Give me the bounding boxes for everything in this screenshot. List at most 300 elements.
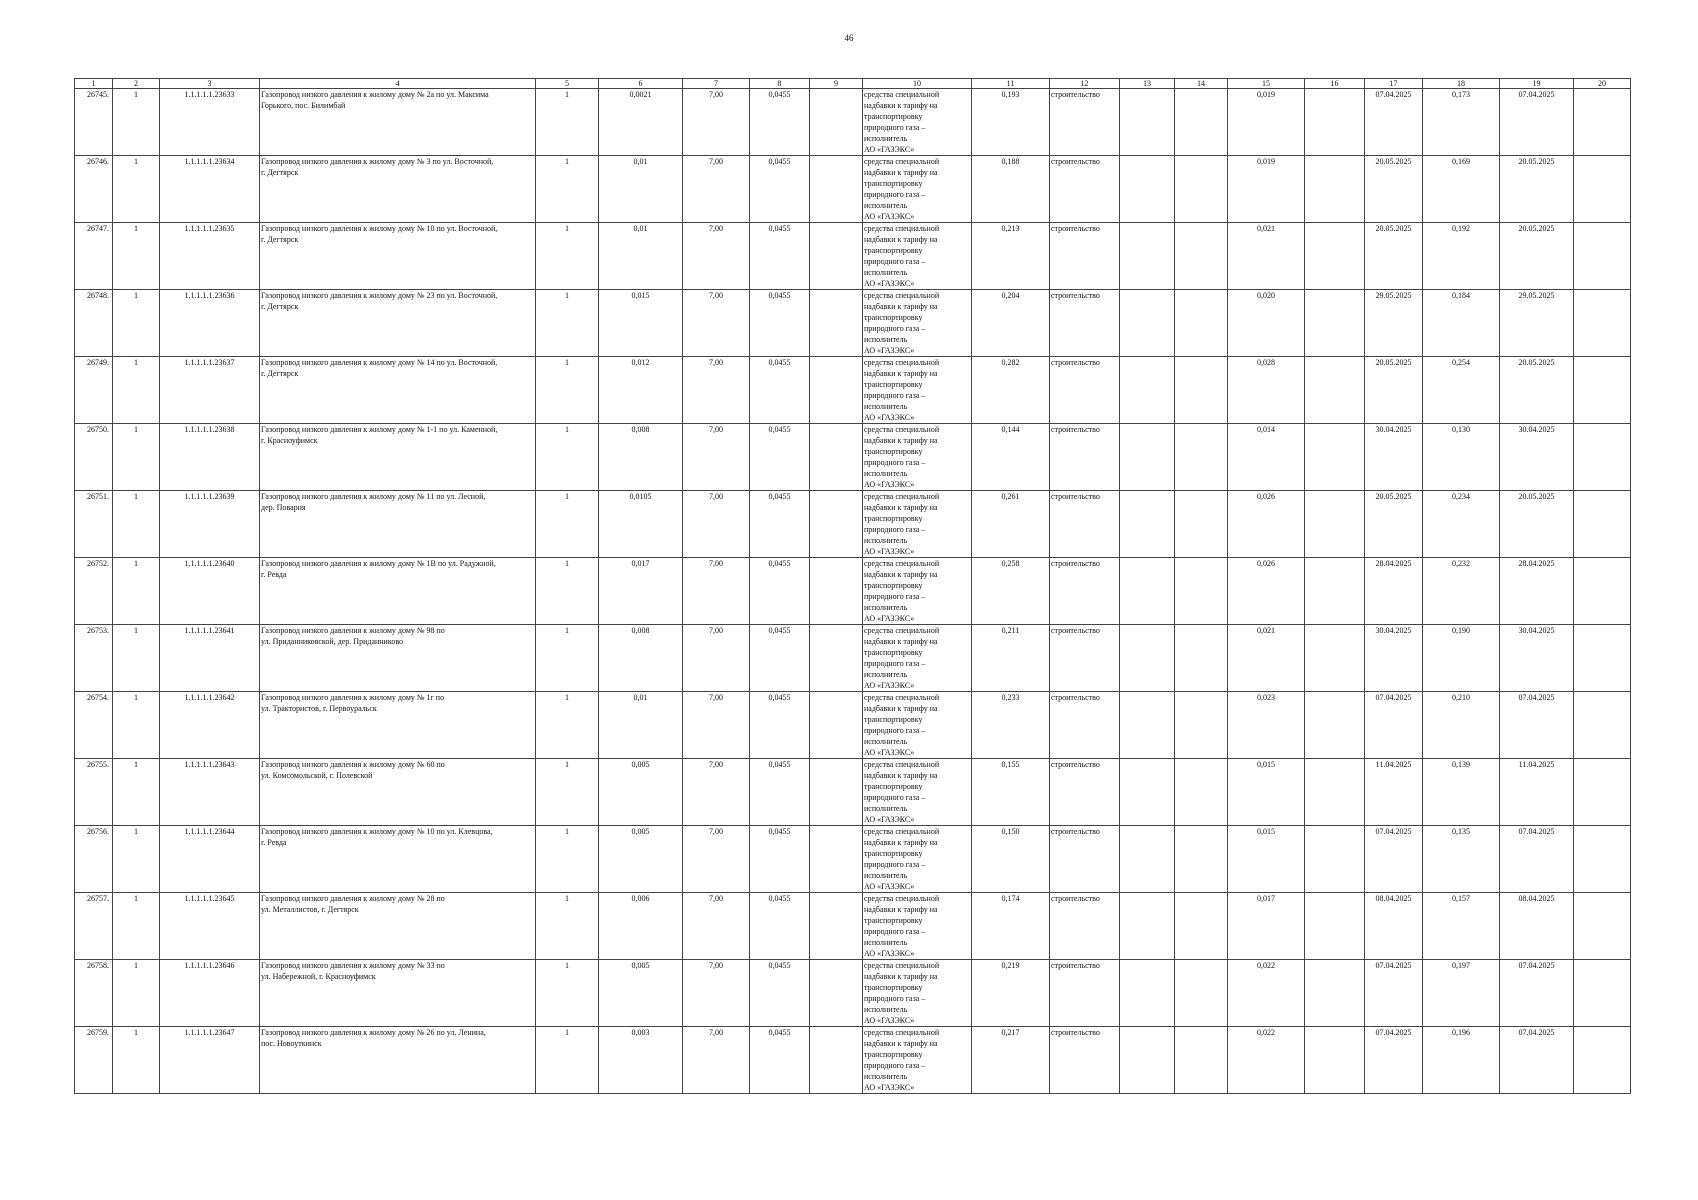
- row-number: 26745.: [75, 89, 113, 156]
- col-18-value: 0,192: [1423, 223, 1500, 290]
- length: 0,005: [599, 960, 683, 1027]
- object-code: 1.1.1.1.1.23644: [160, 826, 260, 893]
- col-13: [1120, 290, 1175, 357]
- page-number: 46: [844, 33, 854, 43]
- funding-source-line: АО «ГАЗЭКС»: [864, 212, 915, 221]
- object-code: 1.1.1.1.1.23635: [160, 223, 260, 290]
- length: 0,008: [599, 625, 683, 692]
- object-name-line: Газопровод низкого давления к жилому дому № 98 по: [261, 626, 445, 635]
- funding-source-line: природного газа –: [864, 1061, 926, 1070]
- col-16: [1305, 491, 1365, 558]
- end-date: 07.04.2025: [1500, 89, 1574, 156]
- length: 0,01: [599, 223, 683, 290]
- object-name-line: Газопровод низкого давления к жилому дому № 23 по ул. Восточной,: [261, 291, 498, 300]
- funding-source-line: транспортировку: [864, 715, 923, 724]
- funding-source-line: средства специальной: [864, 827, 940, 836]
- start-date: 30.04.2025: [1365, 424, 1423, 491]
- col-13: [1120, 491, 1175, 558]
- funding-source-line: АО «ГАЗЭКС»: [864, 145, 915, 154]
- table-row: [75, 156, 1631, 223]
- object-code: 1.1.1.1.1.23636: [160, 290, 260, 357]
- funding-source: [863, 692, 972, 759]
- start-date: 20.05.2025: [1365, 223, 1423, 290]
- funding-source-line: исполнитель: [864, 469, 908, 478]
- funding-source-line: природного газа –: [864, 525, 926, 534]
- table-row: [75, 290, 1631, 357]
- funding-source-line: природного газа –: [864, 324, 926, 333]
- col-15-value: 0,019: [1228, 156, 1305, 223]
- cost: 0,282: [972, 357, 1050, 424]
- col-16: [1305, 89, 1365, 156]
- end-date: 28.04.2025: [1500, 558, 1574, 625]
- funding-source-line: транспортировку: [864, 246, 923, 255]
- col-20: [1574, 960, 1631, 1027]
- col-13: [1120, 89, 1175, 156]
- diameter: 0,0455: [750, 692, 810, 759]
- end-date: 29.05.2025: [1500, 290, 1574, 357]
- pressure: 7,00: [683, 893, 750, 960]
- work-type: строительство: [1050, 759, 1120, 826]
- diameter: 0,0455: [750, 1027, 810, 1094]
- col-15-value: 0,017: [1228, 893, 1305, 960]
- end-date: 20.05.2025: [1500, 357, 1574, 424]
- funding-source-line: АО «ГАЗЭКС»: [864, 547, 915, 556]
- col-9: [810, 1027, 863, 1094]
- col-14: [1175, 625, 1228, 692]
- diameter: 0,0455: [750, 89, 810, 156]
- funding-source-line: природного газа –: [864, 257, 926, 266]
- table-row: [75, 625, 1631, 692]
- col-14: [1175, 692, 1228, 759]
- end-date: 11.04.2025: [1500, 759, 1574, 826]
- col-13: [1120, 1027, 1175, 1094]
- funding-source-line: исполнитель: [864, 1072, 908, 1081]
- table-row: [75, 1027, 1631, 1094]
- col-16: [1305, 1027, 1365, 1094]
- col-14: [1175, 826, 1228, 893]
- length: 0,003: [599, 1027, 683, 1094]
- diameter: 0,0455: [750, 558, 810, 625]
- funding-source-line: АО «ГАЗЭКС»: [864, 681, 915, 690]
- column-header-5: 5: [536, 79, 599, 89]
- row-number: 26752.: [75, 558, 113, 625]
- start-date: 07.04.2025: [1365, 960, 1423, 1027]
- col-20: [1574, 89, 1631, 156]
- funding-source-line: надбавки к тарифу на: [864, 436, 938, 445]
- col-13: [1120, 759, 1175, 826]
- table-row: [75, 491, 1631, 558]
- object-name-line: ул. Комсомольской, г. Полевской: [261, 771, 373, 780]
- col-14: [1175, 1027, 1228, 1094]
- col-18-value: 0,254: [1423, 357, 1500, 424]
- funding-source: [863, 558, 972, 625]
- quantity-col-5: 1: [536, 223, 599, 290]
- column-header-8: 8: [750, 79, 810, 89]
- object-name-line: г. Ревда: [261, 570, 287, 579]
- row-number: 26749.: [75, 357, 113, 424]
- funding-source: [863, 893, 972, 960]
- funding-source-line: надбавки к тарифу на: [864, 235, 938, 244]
- diameter: 0,0455: [750, 826, 810, 893]
- object-name-line: Газопровод низкого давления к жилому дому № 28 по: [261, 894, 445, 903]
- col-13: [1120, 692, 1175, 759]
- col-9: [810, 491, 863, 558]
- object-name: [260, 893, 536, 960]
- object-name-line: ул. Набережной, г. Красноуфимск: [261, 972, 376, 981]
- col-9: [810, 960, 863, 1027]
- pressure: 7,00: [683, 290, 750, 357]
- row-number: 26758.: [75, 960, 113, 1027]
- column-header-10: 10: [863, 79, 972, 89]
- funding-source-line: надбавки к тарифу на: [864, 101, 938, 110]
- funding-source-line: исполнитель: [864, 134, 908, 143]
- funding-source: [863, 759, 972, 826]
- col-14: [1175, 290, 1228, 357]
- funding-source: [863, 156, 972, 223]
- funding-source-line: транспортировку: [864, 313, 923, 322]
- col-9: [810, 893, 863, 960]
- table-row: [75, 223, 1631, 290]
- quantity-col-5: 1: [536, 424, 599, 491]
- diameter: 0,0455: [750, 960, 810, 1027]
- work-type: строительство: [1050, 625, 1120, 692]
- col-20: [1574, 893, 1631, 960]
- funding-source-line: природного газа –: [864, 458, 926, 467]
- funding-source-line: надбавки к тарифу на: [864, 369, 938, 378]
- funding-source-line: природного газа –: [864, 726, 926, 735]
- table-row: [75, 826, 1631, 893]
- object-name: [260, 89, 536, 156]
- quantity-col-5: 1: [536, 1027, 599, 1094]
- row-number: 26747.: [75, 223, 113, 290]
- pressure: 7,00: [683, 759, 750, 826]
- col-14: [1175, 89, 1228, 156]
- col-13: [1120, 826, 1175, 893]
- end-date: 08.04.2025: [1500, 893, 1574, 960]
- table-row: [75, 558, 1631, 625]
- column-header-11: 11: [972, 79, 1050, 89]
- funding-source-line: надбавки к тарифу на: [864, 704, 938, 713]
- work-type: строительство: [1050, 156, 1120, 223]
- funding-source-line: исполнитель: [864, 268, 908, 277]
- length: 0,012: [599, 357, 683, 424]
- funding-source-line: исполнитель: [864, 938, 908, 947]
- object-code: 1.1.1.1.1.23637: [160, 357, 260, 424]
- funding-source-line: АО «ГАЗЭКС»: [864, 748, 915, 757]
- funding-source-line: природного газа –: [864, 927, 926, 936]
- cost: 0,219: [972, 960, 1050, 1027]
- funding-source-line: транспортировку: [864, 112, 923, 121]
- funding-source-line: средства специальной: [864, 626, 940, 635]
- cost: 0,155: [972, 759, 1050, 826]
- funding-source: [863, 1027, 972, 1094]
- table-row: [75, 893, 1631, 960]
- quantity-col-5: 1: [536, 759, 599, 826]
- object-code: 1.1.1.1.1.23643: [160, 759, 260, 826]
- quantity-col-2: 1: [113, 89, 160, 156]
- object-name-line: г. Ревда: [261, 838, 287, 847]
- object-name-line: г. Красноуфимск: [261, 436, 318, 445]
- funding-source-line: исполнитель: [864, 804, 908, 813]
- diameter: 0,0455: [750, 491, 810, 558]
- object-name-line: г. Дегтярск: [261, 168, 299, 177]
- pressure: 7,00: [683, 357, 750, 424]
- length: 0,0021: [599, 89, 683, 156]
- object-code: 1.1.1.1.1.23640: [160, 558, 260, 625]
- funding-source-line: природного газа –: [864, 592, 926, 601]
- column-header-20: 20: [1574, 79, 1631, 89]
- quantity-col-2: 1: [113, 692, 160, 759]
- col-18-value: 0,210: [1423, 692, 1500, 759]
- col-20: [1574, 692, 1631, 759]
- funding-source-line: транспортировку: [864, 983, 923, 992]
- object-name-line: г. Дегтярск: [261, 302, 299, 311]
- row-number: 26754.: [75, 692, 113, 759]
- pressure: 7,00: [683, 89, 750, 156]
- col-18-value: 0,173: [1423, 89, 1500, 156]
- funding-source-line: природного газа –: [864, 659, 926, 668]
- start-date: 20.05.2025: [1365, 357, 1423, 424]
- work-type: строительство: [1050, 357, 1120, 424]
- quantity-col-5: 1: [536, 893, 599, 960]
- col-16: [1305, 290, 1365, 357]
- table-body: [75, 89, 1631, 1094]
- col-9: [810, 826, 863, 893]
- quantity-col-2: 1: [113, 960, 160, 1027]
- funding-source-line: надбавки к тарифу на: [864, 168, 938, 177]
- funding-source-line: средства специальной: [864, 157, 940, 166]
- col-20: [1574, 625, 1631, 692]
- col-14: [1175, 558, 1228, 625]
- start-date: 28.04.2025: [1365, 558, 1423, 625]
- cost: 0,217: [972, 1027, 1050, 1094]
- col-20: [1574, 223, 1631, 290]
- funding-source-line: АО «ГАЗЭКС»: [864, 346, 915, 355]
- object-name-line: ул. Приданниковской, дер. Приданниково: [261, 637, 404, 646]
- funding-source-line: надбавки к тарифу на: [864, 771, 938, 780]
- object-name: [260, 625, 536, 692]
- pressure: 7,00: [683, 424, 750, 491]
- col-15-value: 0,020: [1228, 290, 1305, 357]
- object-name-line: Газопровод низкого давления к жилому дому № 2а по ул. Максима: [261, 90, 489, 99]
- cost: 0,258: [972, 558, 1050, 625]
- column-header-1: 1: [75, 79, 113, 89]
- end-date: 20.05.2025: [1500, 491, 1574, 558]
- col-16: [1305, 960, 1365, 1027]
- funding-source-line: АО «ГАЗЭКС»: [864, 1083, 915, 1092]
- funding-source-line: исполнитель: [864, 1005, 908, 1014]
- pressure: 7,00: [683, 692, 750, 759]
- funding-source: [863, 223, 972, 290]
- funding-source-line: АО «ГАЗЭКС»: [864, 413, 915, 422]
- quantity-col-5: 1: [536, 692, 599, 759]
- table-row: [75, 692, 1631, 759]
- funding-source: [863, 424, 972, 491]
- length: 0,01: [599, 156, 683, 223]
- col-20: [1574, 826, 1631, 893]
- table-row: [75, 424, 1631, 491]
- col-15-value: 0,022: [1228, 1027, 1305, 1094]
- start-date: 07.04.2025: [1365, 1027, 1423, 1094]
- col-16: [1305, 558, 1365, 625]
- length: 0,005: [599, 759, 683, 826]
- funding-source-line: транспортировку: [864, 447, 923, 456]
- col-9: [810, 89, 863, 156]
- column-header-14: 14: [1175, 79, 1228, 89]
- object-code: 1.1.1.1.1.23634: [160, 156, 260, 223]
- end-date: 07.04.2025: [1500, 960, 1574, 1027]
- col-18-value: 0,157: [1423, 893, 1500, 960]
- funding-source-line: АО «ГАЗЭКС»: [864, 480, 915, 489]
- col-15-value: 0,023: [1228, 692, 1305, 759]
- col-14: [1175, 759, 1228, 826]
- funding-source-line: средства специальной: [864, 90, 940, 99]
- col-18-value: 0,130: [1423, 424, 1500, 491]
- funding-source-line: АО «ГАЗЭКС»: [864, 279, 915, 288]
- funding-source-line: надбавки к тарифу на: [864, 503, 938, 512]
- col-16: [1305, 692, 1365, 759]
- end-date: 07.04.2025: [1500, 692, 1574, 759]
- col-20: [1574, 759, 1631, 826]
- column-header-15: 15: [1228, 79, 1305, 89]
- diameter: 0,0455: [750, 625, 810, 692]
- funding-source-line: исполнитель: [864, 201, 908, 210]
- pressure: 7,00: [683, 960, 750, 1027]
- funding-source-line: средства специальной: [864, 894, 940, 903]
- funding-source-line: исполнитель: [864, 536, 908, 545]
- object-name-line: Газопровод низкого давления к жилому дому № 10 по ул. Восточной,: [261, 224, 498, 233]
- funding-source: [863, 960, 972, 1027]
- col-13: [1120, 893, 1175, 960]
- table-row: [75, 357, 1631, 424]
- row-number: 26759.: [75, 1027, 113, 1094]
- col-20: [1574, 1027, 1631, 1094]
- quantity-col-2: 1: [113, 558, 160, 625]
- funding-source: [863, 357, 972, 424]
- pressure: 7,00: [683, 558, 750, 625]
- object-name: [260, 223, 536, 290]
- work-type: строительство: [1050, 1027, 1120, 1094]
- funding-source-line: природного газа –: [864, 190, 926, 199]
- work-type: строительство: [1050, 491, 1120, 558]
- col-18-value: 0,139: [1423, 759, 1500, 826]
- work-type: строительство: [1050, 223, 1120, 290]
- object-code: 1.1.1.1.1.23638: [160, 424, 260, 491]
- col-13: [1120, 223, 1175, 290]
- funding-source-line: транспортировку: [864, 380, 923, 389]
- quantity-col-5: 1: [536, 156, 599, 223]
- col-15-value: 0,028: [1228, 357, 1305, 424]
- col-13: [1120, 558, 1175, 625]
- funding-source-line: надбавки к тарифу на: [864, 972, 938, 981]
- funding-source-line: природного газа –: [864, 994, 926, 1003]
- col-14: [1175, 357, 1228, 424]
- col-14: [1175, 893, 1228, 960]
- column-header-7: 7: [683, 79, 750, 89]
- object-name: [260, 156, 536, 223]
- col-16: [1305, 893, 1365, 960]
- funding-source-line: надбавки к тарифу на: [864, 905, 938, 914]
- work-type: строительство: [1050, 893, 1120, 960]
- quantity-col-5: 1: [536, 625, 599, 692]
- funding-source-line: транспортировку: [864, 581, 923, 590]
- object-name: [260, 357, 536, 424]
- col-20: [1574, 424, 1631, 491]
- cost: 0,204: [972, 290, 1050, 357]
- funding-source-line: исполнитель: [864, 335, 908, 344]
- col-14: [1175, 223, 1228, 290]
- col-9: [810, 759, 863, 826]
- diameter: 0,0455: [750, 424, 810, 491]
- length: 0,015: [599, 290, 683, 357]
- quantity-col-2: 1: [113, 156, 160, 223]
- col-15-value: 0,015: [1228, 759, 1305, 826]
- column-header-16: 16: [1305, 79, 1365, 89]
- col-20: [1574, 357, 1631, 424]
- pressure: 7,00: [683, 826, 750, 893]
- funding-source-line: АО «ГАЗЭКС»: [864, 949, 915, 958]
- length: 0,005: [599, 826, 683, 893]
- quantity-col-5: 1: [536, 290, 599, 357]
- object-name-line: Горького, пос. Билимбай: [261, 101, 346, 110]
- diameter: 0,0455: [750, 893, 810, 960]
- col-15-value: 0,026: [1228, 558, 1305, 625]
- quantity-col-2: 1: [113, 357, 160, 424]
- funding-source-line: средства специальной: [864, 961, 940, 970]
- quantity-col-2: 1: [113, 893, 160, 960]
- funding-source-line: АО «ГАЗЭКС»: [864, 815, 915, 824]
- end-date: 07.04.2025: [1500, 1027, 1574, 1094]
- funding-source-line: средства специальной: [864, 224, 940, 233]
- col-13: [1120, 625, 1175, 692]
- col-18-value: 0,169: [1423, 156, 1500, 223]
- col-20: [1574, 558, 1631, 625]
- quantity-col-5: 1: [536, 491, 599, 558]
- column-header-9: 9: [810, 79, 863, 89]
- col-18-value: 0,184: [1423, 290, 1500, 357]
- funding-source-line: средства специальной: [864, 1028, 940, 1037]
- quantity-col-5: 1: [536, 89, 599, 156]
- quantity-col-2: 1: [113, 491, 160, 558]
- col-15-value: 0,019: [1228, 89, 1305, 156]
- column-number-row: [75, 79, 1631, 89]
- quantity-col-2: 1: [113, 1027, 160, 1094]
- object-code: 1.1.1.1.1.23639: [160, 491, 260, 558]
- col-15-value: 0,022: [1228, 960, 1305, 1027]
- funding-source-line: исполнитель: [864, 871, 908, 880]
- funding-source-line: средства специальной: [864, 425, 940, 434]
- funding-source-line: природного газа –: [864, 860, 926, 869]
- funding-source-line: исполнитель: [864, 603, 908, 612]
- col-9: [810, 156, 863, 223]
- object-code: 1.1.1.1.1.23641: [160, 625, 260, 692]
- column-header-13: 13: [1120, 79, 1175, 89]
- funding-source-line: исполнитель: [864, 402, 908, 411]
- object-name-line: Газопровод низкого давления к жилому дому № 1г по: [261, 693, 445, 702]
- diameter: 0,0455: [750, 290, 810, 357]
- cost: 0,233: [972, 692, 1050, 759]
- length: 0,017: [599, 558, 683, 625]
- funding-source-line: транспортировку: [864, 916, 923, 925]
- funding-source-line: надбавки к тарифу на: [864, 1039, 938, 1048]
- cost: 0,144: [972, 424, 1050, 491]
- start-date: 30.04.2025: [1365, 625, 1423, 692]
- row-number: 26746.: [75, 156, 113, 223]
- object-code: 1.1.1.1.1.23645: [160, 893, 260, 960]
- quantity-col-2: 1: [113, 826, 160, 893]
- end-date: 07.04.2025: [1500, 826, 1574, 893]
- funding-source: [863, 826, 972, 893]
